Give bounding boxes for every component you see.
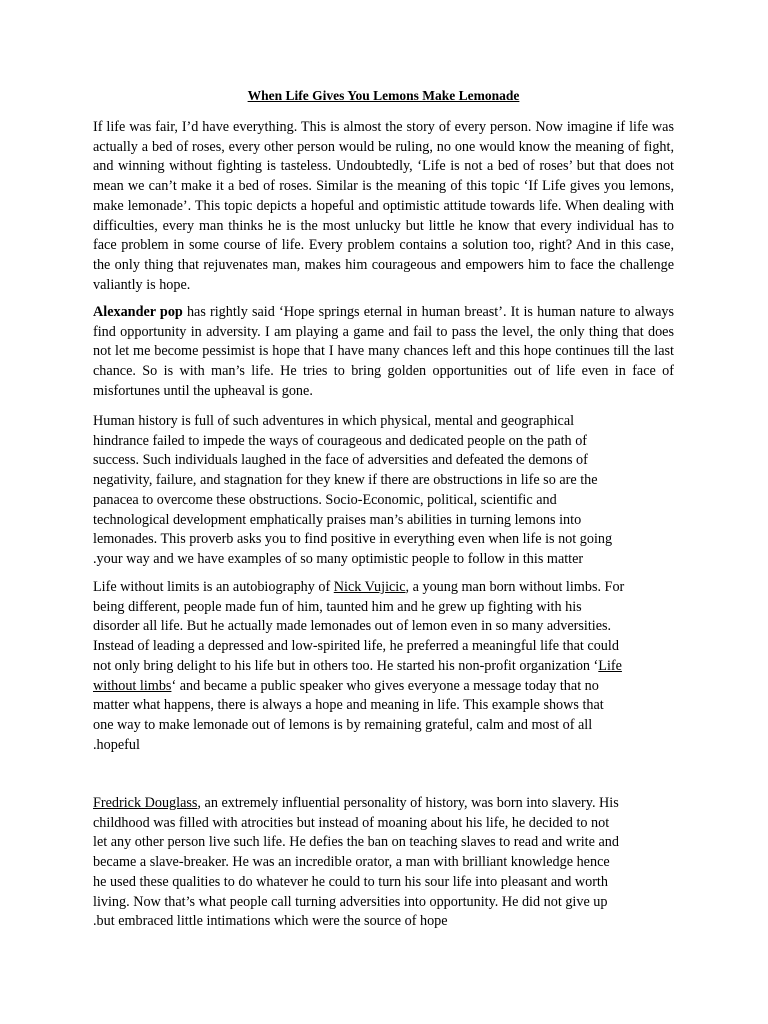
text-segment: Life without limits is an autobiography of — [93, 579, 334, 595]
text-line: technological development emphatically praises man’s abilities in turning lemons into — [93, 511, 582, 528]
text-segment: , a young man born without limbs. For — [405, 579, 625, 595]
text-line: lemonades. This proverb asks you to find positive in everything even when life is not going — [93, 531, 613, 548]
text-line — [93, 657, 674, 677]
text-line — [93, 794, 674, 814]
text-line: success. Such individuals laughed in the face of adversities and defeated the demons of — [93, 452, 588, 469]
paragraph-intro: If life was fair, I’d have everything. This is almost the story of every person. Now imagine if life was actually a bed of roses, every other person would be ruling, no one would know the meaning of fight, and winning without fighting is tasteless. Undoubtedly, ‘Life is not a bed of roses’ but that does not mean we can’t make it a bed of roses. Similar is the meaning of this topic ‘If Life gives you lemons, make lemonade’. This topic depicts a hopeful and optimistic attitude towards life. When dealing with difficulties, every man thinks he is the most unlucky but little he know that every individual has to face problem in some course of life. Every problem contains a solution too, right? And in this case, the only thing that rejuvenates man, makes him courageous and empowers him to face the challenge valiantly is hope. — [93, 119, 674, 293]
text-line — [93, 578, 674, 598]
text-line: became a slave-breaker. He was an incredible orator, a man with brilliant knowledge hence — [93, 854, 610, 871]
paragraph-alexander-pop — [93, 303, 674, 402]
text-line: let any other person live such life. He defies the ban on teaching slaves to read and write and — [93, 834, 619, 851]
text-line: childhood was filled with atrocities but instead of moaning about his life, he decided to not — [93, 814, 610, 831]
text-line: disorder all life. But he actually made lemonades out of lemon even in so many adversities. — [93, 618, 612, 635]
text-line: .but embraced little intimations which were the source of hope — [93, 913, 448, 930]
text-line: Human history is full of such adventures in which physical, mental and geographical — [93, 413, 575, 429]
text-line: one way to make lemonade out of lemons is by remaining grateful, calm and most of all — [93, 716, 593, 733]
text-line: living. Now that’s what people call turning adversities into opportunity. He did not give up — [93, 893, 608, 910]
paragraph-nick-vujicic — [93, 578, 674, 755]
text-segment: ‘ and became a public speaker who gives everyone a message today that no — [171, 677, 599, 694]
link-fredrick-douglass[interactable]: Fredrick Douglass — [93, 795, 198, 811]
text-line — [93, 677, 674, 697]
paragraph-fredrick-douglass — [93, 794, 674, 932]
text-line: negativity, failure, and stagnation for they knew if there are obstructions in life so are the — [93, 472, 598, 489]
link-life-without-limbs-cont[interactable]: without limbs — [93, 677, 172, 694]
text-segment: not only bring delight to his life but in others too. He started his non-profit organization ‘ — [93, 657, 599, 674]
text-line: being different, people made fun of him, taunted him and he grew up fighting with his — [93, 598, 582, 615]
paragraph-human-history — [93, 412, 674, 570]
text-line: he used these qualities to do whatever he could to turn his sour life into pleasant and worth — [93, 873, 608, 890]
document-title: When Life Gives You Lemons Make Lemonade — [247, 88, 520, 103]
text-line: hindrance failed to impede the ways of courageous and dedicated people on the path of — [93, 432, 588, 449]
link-nick-vujicic[interactable]: Nick Vujicic — [333, 579, 406, 595]
text-line: matter what happens, there is always a hope and meaning in life. This example shows that — [93, 697, 604, 714]
text-line: .your way and we have examples of so many optimistic people to follow in this matter — [93, 550, 584, 567]
link-life-without-limbs[interactable]: Life — [598, 657, 622, 674]
bold-name-alexander-pop: Alexander pop — [93, 304, 183, 320]
text-line: Instead of leading a depressed and low-spirited life, he preferred a meaningful life that could — [93, 638, 619, 655]
text-line: .hopeful — [93, 736, 140, 753]
text-segment: , an extremely influential personality of history, was born into slavery. His — [197, 795, 619, 811]
text-line: panacea to overcome these obstructions. Socio-Economic, political, scientific and — [93, 491, 557, 508]
paragraph-alexander-pop-text: has rightly said ‘Hope springs eternal in human breast’. It is human nature to always find opportunity in adversity. I am playing a game and fail to pass the level, the only thing that does not let me become pessimist is hope that I have many chances left and this hope continues till the last chance. So is with man’s life. He tries to bring golden opportunities out of life even in face of misfortunes until the upheaval is gone. — [93, 304, 674, 399]
